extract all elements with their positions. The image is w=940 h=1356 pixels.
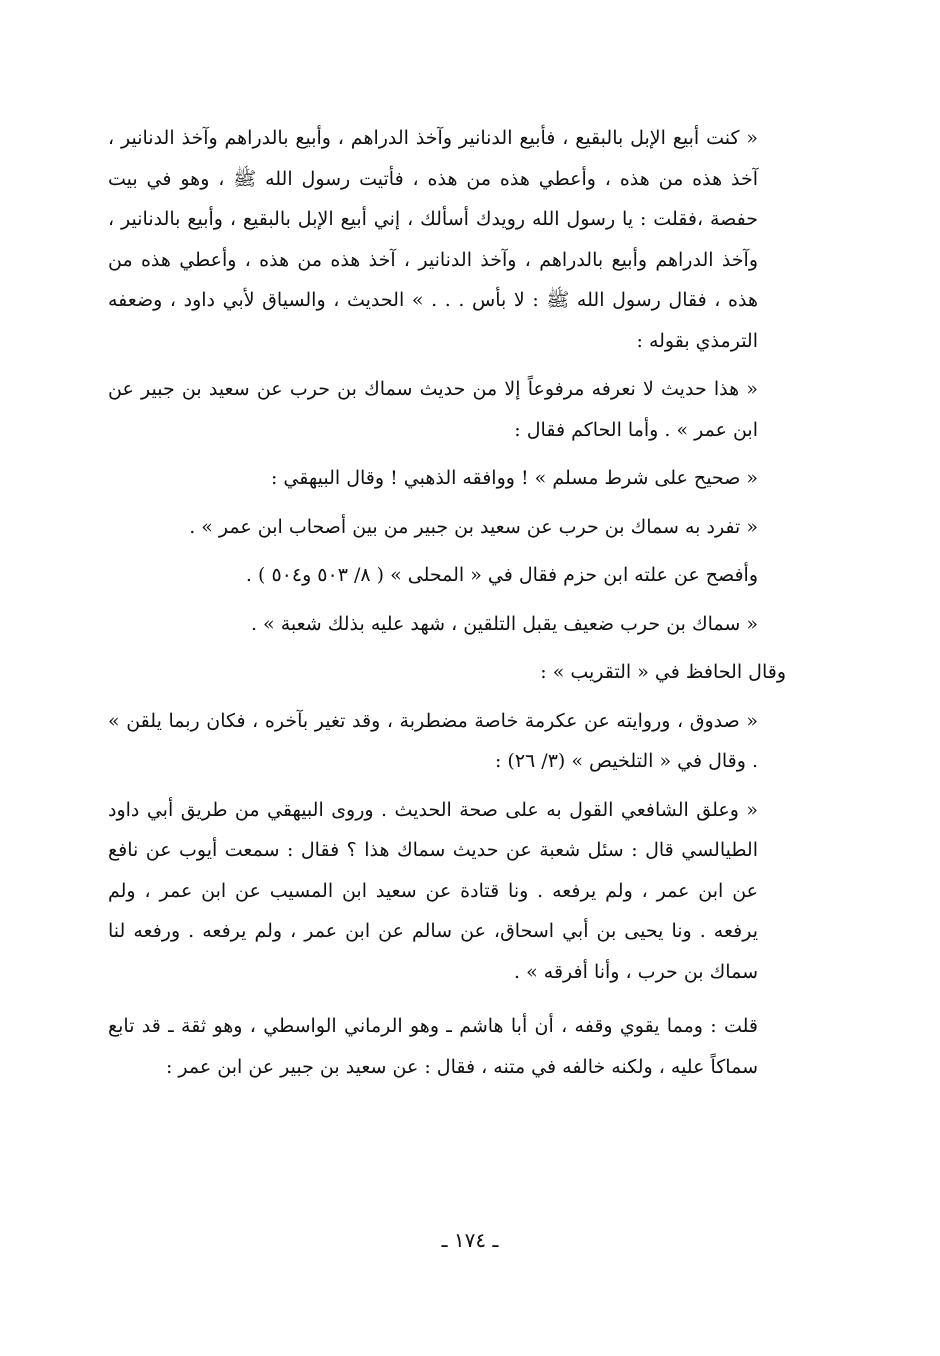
shafii-quote-paragraph: « وعلق الشافعي القول به على صحة الحديث . وروى البيهقي من طريق أبي داود الطيالسي قال : سئل شعبة عن حديث سماك هذا ؟ فقال : سمعت أيوب عن نافع عن ابن عمر ، ولم يرفعه . ونا قتادة عن سعيد ابن المسيب عن ابن عمر ، ولم يرفعه . ونا يحيى بن أبي اسحاق، عن سالم عن ابن عمر ، ولم يرفعه . ورفعه لنا سماك بن حرب ، وأنا أفرقه » . xyxy=(108,798,758,983)
hadith-quote-paragraph: « كنت أبيع الإبل بالبقيع ، فأبيع الدنانير وآخذ الدراهم ، وأبيع بالدراهم وآخذ الدنانير ، آخذ هذه من هذه ، وأعطي هذه من هذه ، فأتيت رسول الله ﷺ ، وهو في بيت حفصة ،فقلت : يا رسول الله رويدك أسألك ، إني أبيع الإبل بالبقيع ، وأبيع بالدنانير ، وآخذ الدراهم وأبيع بالدراهم ، وآخذ الدنانير ، آخذ هذه من هذه ، وأعطي هذه من هذه ، فقال رسول الله ﷺ : لا بأس . . . » الحديث ، والسياق لأبي داود ، وضعفه الترمذي بقوله : xyxy=(108,127,758,352)
bayhaqi-quote-paragraph: « تفرد به سماك بن حرب عن سعيد بن جبير من بين أصحاب ابن عمر » . xyxy=(189,515,758,538)
tirmidhi-quote-paragraph: « هذا حديث لا نعرفه مرفوعاً إلا من حديث سماك بن حرب عن سعيد بن جبير عن ابن عمر » . وأما الحاكم فقال : xyxy=(108,378,758,441)
ibn-hazm-paragraph: وأفصح عن علته ابن حزم فقال في « المحلى » ( ٨/ ٥٠٣ و٥٠٤ ) . xyxy=(245,564,758,586)
hakim-quote-paragraph: « صحيح على شرط مسلم » ! ووافقه الذهبي ! وقال البيهقي : xyxy=(270,467,758,489)
page-number: ـ ١٧٤ ـ xyxy=(441,1228,499,1252)
simak-weak-quote-paragraph: « سماك بن حرب ضعيف يقبل التلقين ، شهد عليه بذلك شعبة » . xyxy=(250,612,758,635)
author-comment-paragraph: قلت : ومما يقوي وقفه ، أن أبا هاشم ـ وهو الرماني الواسطي ، وهو ثقة ـ قد تابع سماكاً عليه ، ولكنه خالفه في متنه ، فقال : عن سعيد بن جبير عن ابن عمر : xyxy=(108,1015,758,1078)
page-body xyxy=(108,118,786,1087)
taqrib-intro-paragraph: وقال الحافظ في « التقريب » : xyxy=(540,661,786,683)
taqrib-quote-paragraph: « صدوق ، وروايته عن عكرمة خاصة مضطربة ، وقد تغير بآخره ، فكان ربما يلقن » . وقال في « التلخيص » (٣/ ٢٦) : xyxy=(108,709,758,772)
